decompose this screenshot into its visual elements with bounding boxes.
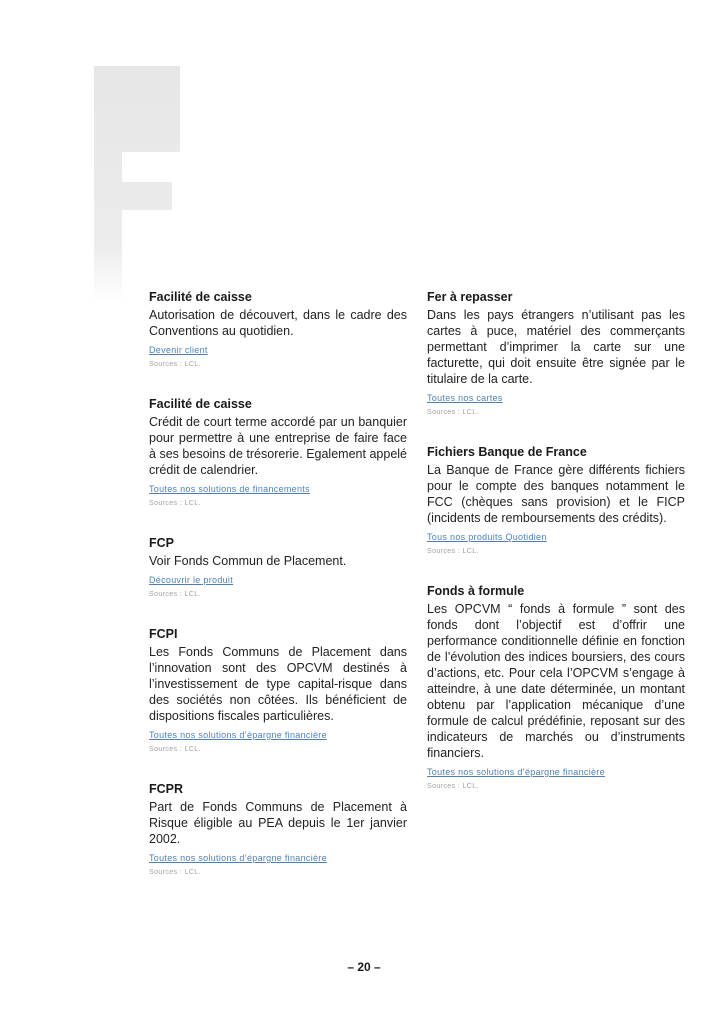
entry-source: Sources : LCL. — [149, 591, 201, 598]
entry-term: Fichiers Banque de France — [427, 445, 587, 459]
entry-definition: Les OPCVM “ fonds à formule ” sont des fonds dont l’objectif est d’offrir une performance conditionnelle définie en fonction de l’évolution des indices boursiers, des cours d’actions, etc. Pour cela l’OPCVM s’engage à atteindre, à une date déterminée, un montant obtenu par l’application mécanique d’une formule de calcul prédéfinie, reposant sur des indicateurs de marchés ou d’instruments financiers. — [427, 602, 685, 760]
entry-source: Sources : LCL. — [149, 869, 201, 876]
entry-definition: Part de Fonds Communs de Placement à Risque éligible au PEA depuis le 1er janvier 2002. — [149, 800, 407, 846]
glossary-entry — [149, 535, 407, 600]
chapter-letter — [88, 64, 184, 304]
glossary-entry — [427, 289, 685, 418]
entry-link[interactable]: Découvrir le produit — [149, 575, 234, 585]
entry-definition: Les Fonds Communs de Placement dans l’innovation sont des OPCVM destinés à l’investissement de type capital-risque dans des sociétés non côtées. Ils bénéficient de dispositions fiscales particulières. — [149, 645, 407, 723]
entry-definition: Dans les pays étrangers n’utilisant pas les cartes à puce, matériel des commerçants permettant d’imprimer la carte sur une facturette, qui doit ensuite être signée par le titulaire de la carte. — [427, 308, 685, 386]
entry-link[interactable]: Toutes nos solutions d’épargne financière — [149, 853, 327, 863]
glossary-entry — [149, 396, 407, 509]
entry-definition: Voir Fonds Commun de Placement. — [149, 554, 347, 568]
entry-term: Facilité de caisse — [149, 397, 252, 411]
page-number: – 20 – — [347, 960, 381, 974]
entry-link[interactable]: Toutes nos solutions d’épargne financière — [149, 730, 327, 740]
entry-link[interactable]: Toutes nos cartes — [427, 393, 503, 403]
entry-source: Sources : LCL. — [149, 746, 201, 753]
entry-source: Sources : LCL. — [427, 409, 479, 416]
left-column — [149, 289, 407, 904]
entry-definition: Crédit de court terme accordé par un banquier pour permettre à une entreprise de faire face à ses besoins de trésorerie. Egalement appelé crédit de calendrier. — [149, 415, 407, 477]
entry-link[interactable]: Toutes nos solutions de financements — [149, 484, 310, 494]
entry-term: FCPI — [149, 627, 178, 641]
entry-link[interactable]: Tous nos produits Quotidien — [427, 532, 547, 542]
entry-term: FCPR — [149, 782, 184, 796]
entry-definition: La Banque de France gère différents fichiers pour le compte des banques notamment le FCC (chèques sans provision) et le FICP (incidents de remboursements des crédits). — [427, 463, 685, 525]
entry-source: Sources : LCL. — [427, 783, 479, 790]
glossary-entry — [149, 289, 407, 370]
glossary-entry — [427, 583, 685, 792]
entry-definition: Autorisation de découvert, dans le cadre des Conventions au quotidien. — [149, 308, 407, 338]
entry-term: Fonds à formule — [427, 584, 525, 598]
right-column — [427, 289, 685, 818]
entry-term: Fer à repasser — [427, 290, 513, 304]
glossary-entry — [427, 444, 685, 557]
entry-source: Sources : LCL. — [149, 500, 201, 507]
entry-link[interactable]: Devenir client — [149, 345, 208, 355]
glossary-entry — [149, 781, 407, 878]
entry-term: FCP — [149, 536, 174, 550]
entry-link[interactable]: Toutes nos solutions d’épargne financière — [427, 767, 605, 777]
glossary-entry — [149, 626, 407, 755]
entry-source: Sources : LCL. — [149, 361, 201, 368]
entry-source: Sources : LCL. — [427, 548, 479, 555]
letter-f-graphic — [88, 64, 184, 304]
entry-term: Facilité de caisse — [149, 290, 252, 304]
